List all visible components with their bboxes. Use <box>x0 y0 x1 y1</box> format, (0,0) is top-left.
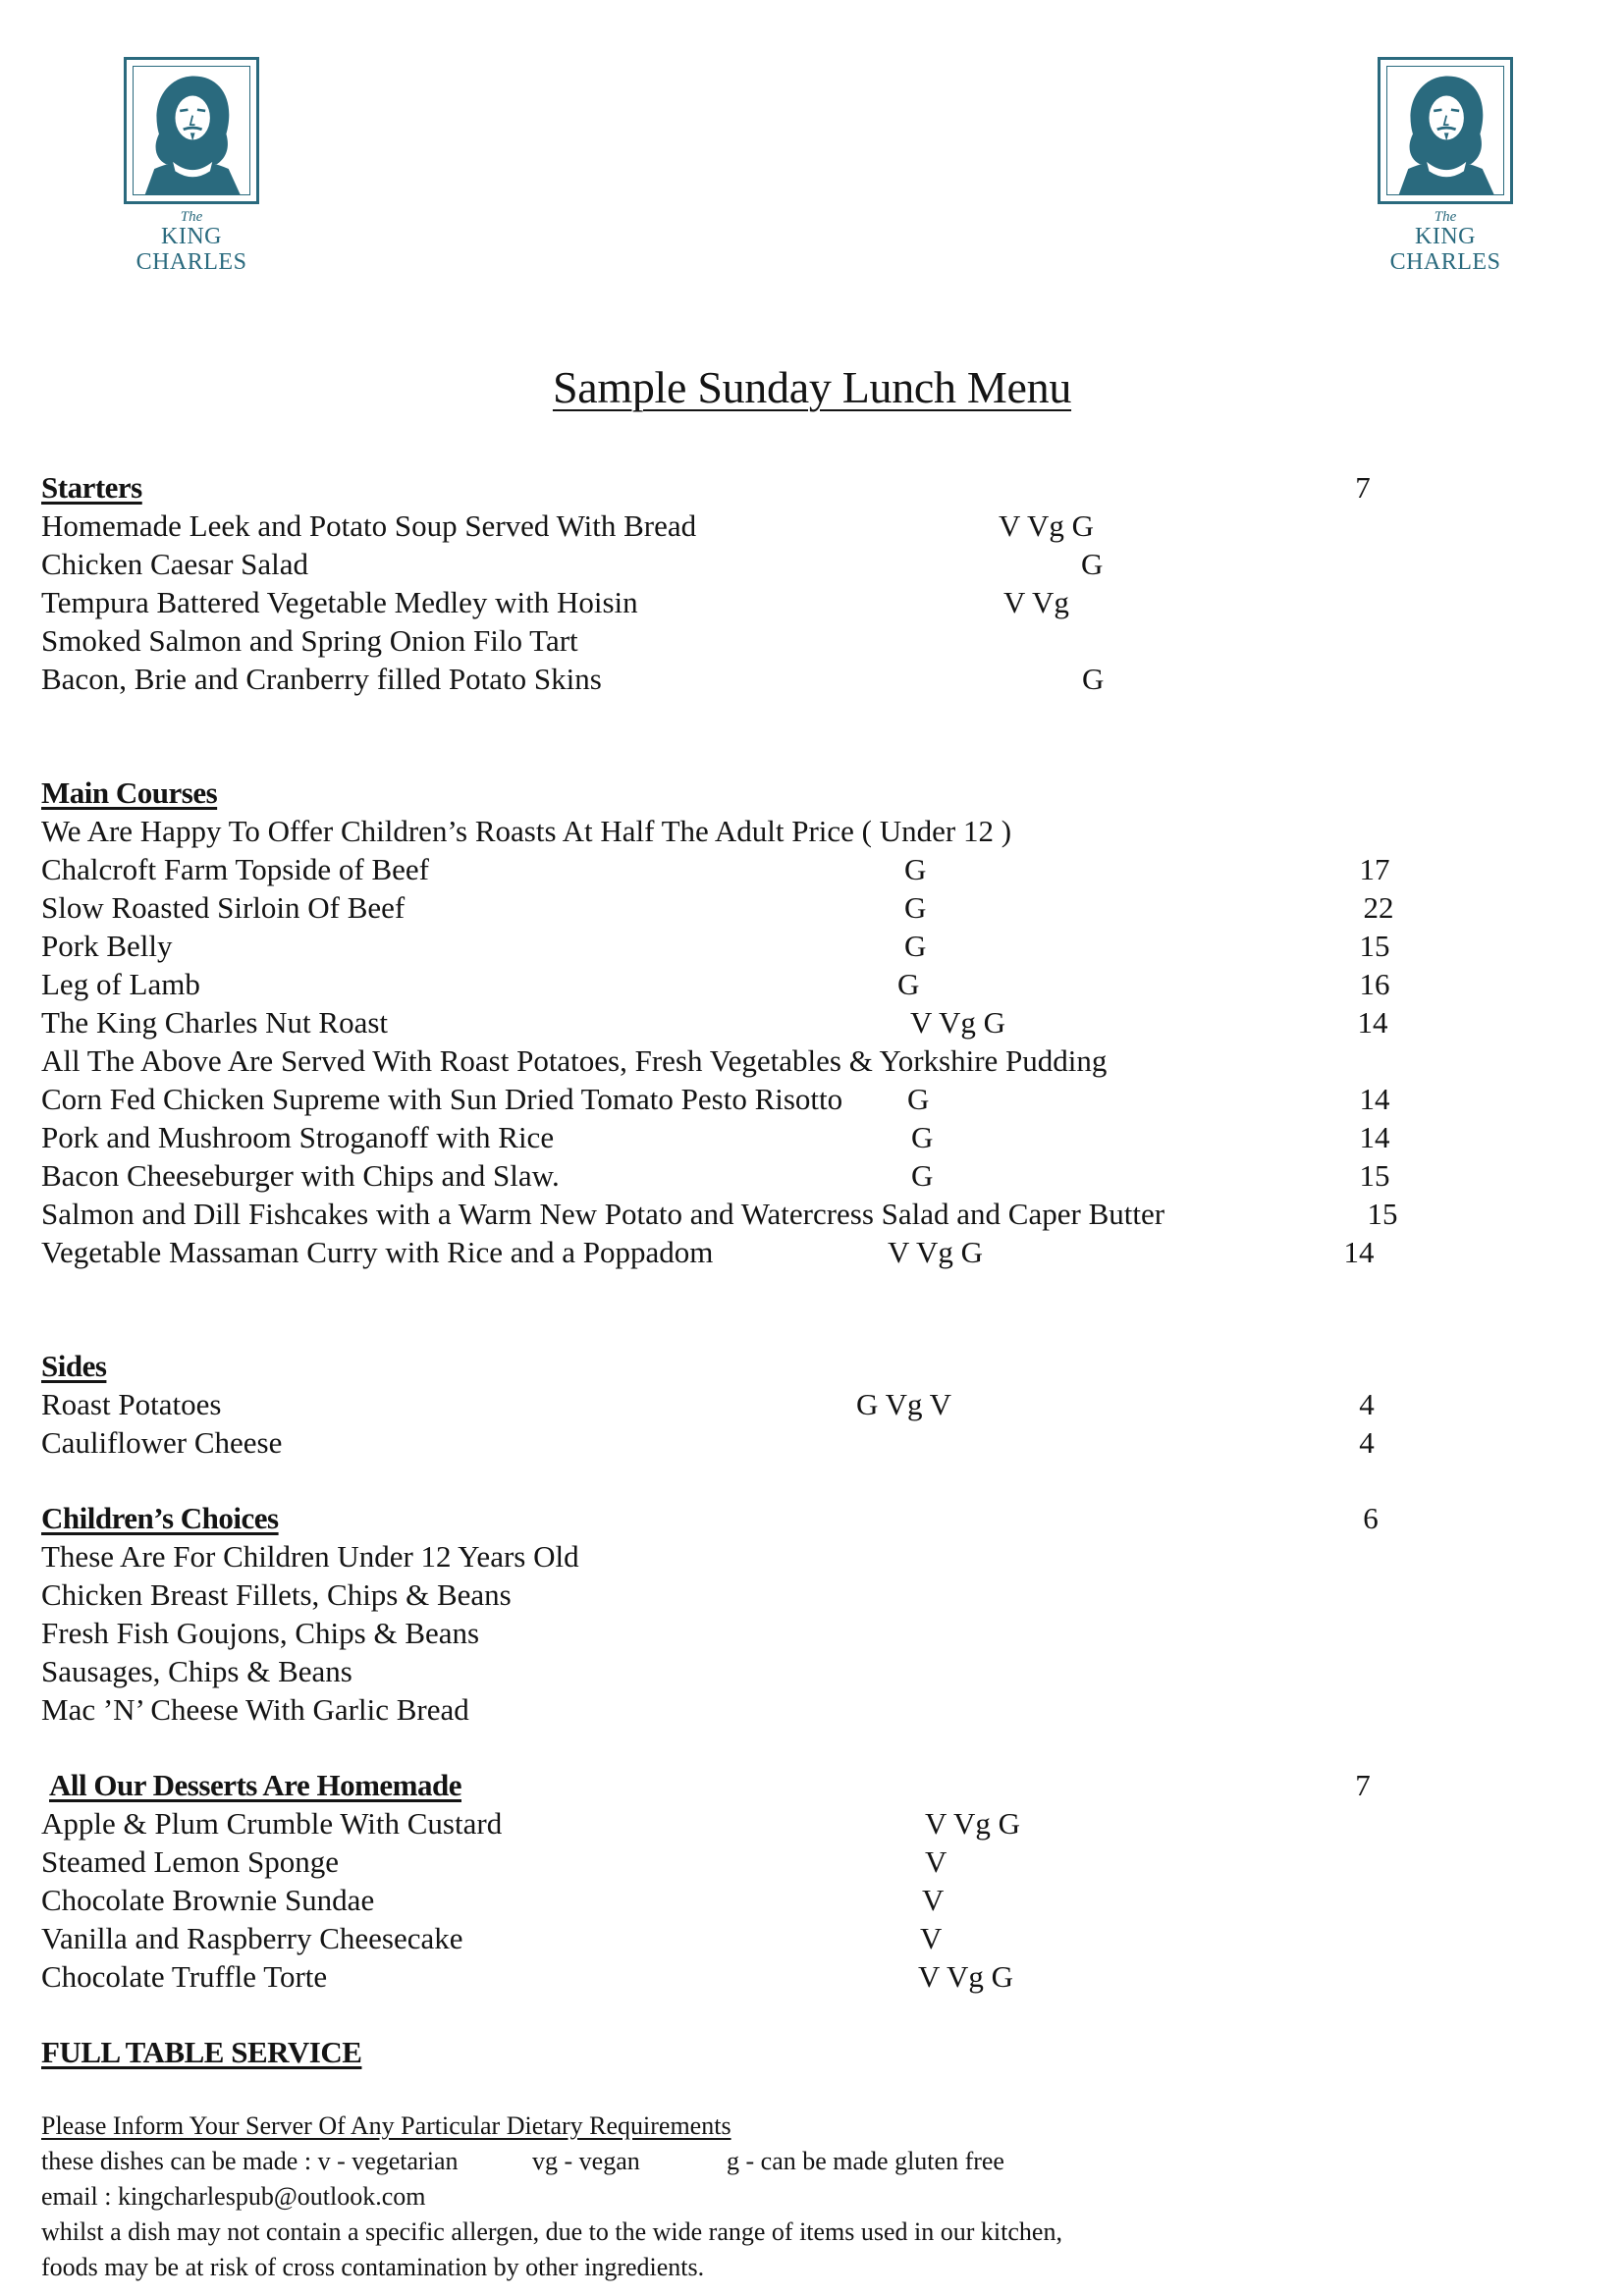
item-name: Tempura Battered Vegetable Medley with Hoisin <box>41 585 638 619</box>
item-name: Slow Roasted Sirloin Of Beef <box>41 890 406 925</box>
item-diet-tags: V <box>922 1883 945 1917</box>
item-price: 14 <box>1343 1235 1375 1269</box>
key-gluten-free: g - can be made gluten free <box>727 2147 1004 2175</box>
item-name: Corn Fed Chicken Supreme with Sun Dried Tomato Pesto Risotto <box>41 1082 843 1116</box>
item-name: Chicken Caesar Salad <box>41 547 309 581</box>
logo-name-line1: KING <box>1415 224 1476 249</box>
item-name: Chocolate Truffle Torte <box>41 1959 328 1994</box>
logo-name-line1: KING <box>161 224 222 249</box>
note-text: All The Above Are Served With Roast Potatoes, Fresh Vegetables & Yorkshire Pudding <box>41 1043 1108 1078</box>
item-diet-tags: G <box>904 852 927 886</box>
key-vegan: vg - vegan <box>532 2147 640 2175</box>
section-heading: Starters <box>41 470 142 505</box>
allergen-warning-line2: foods may be at risk of cross contamination by other ingredients. <box>41 2253 705 2281</box>
item-name: Chicken Breast Fillets, Chips & Beans <box>41 1577 512 1612</box>
item-name: Bacon, Brie and Cranberry filled Potato Skins <box>41 662 602 696</box>
item-price: 15 <box>1367 1197 1398 1231</box>
item-price: 14 <box>1359 1120 1390 1154</box>
item-name: Roast Potatoes <box>41 1387 222 1421</box>
item-diet-tags: V <box>920 1921 943 1955</box>
key-vegetarian: these dishes can be made : v - vegetarian <box>41 2147 459 2175</box>
item-name: Apple & Plum Crumble With Custard <box>41 1806 503 1841</box>
king-portrait-image <box>124 57 259 204</box>
item-diet-tags: G <box>907 1082 930 1116</box>
item-diet-tags: G <box>911 1120 934 1154</box>
item-diet-tags: V Vg G <box>910 1005 1006 1040</box>
item-price: 22 <box>1363 890 1394 925</box>
section-heading: Main Courses <box>41 775 218 810</box>
section-heading: Children’s Choices <box>41 1501 279 1535</box>
item-name: Mac ’N’ Cheese With Garlic Bread <box>41 1692 469 1727</box>
item-diet-tags: G <box>1081 547 1104 581</box>
item-diet-tags: V Vg <box>1003 585 1069 619</box>
item-name: Vanilla and Raspberry Cheesecake <box>41 1921 463 1955</box>
item-diet-tags: G Vg V <box>856 1387 952 1421</box>
allergen-warning-line1: whilst a dish may not contain a specific allergen, due to the wide range of items used in our kitchen, <box>41 2217 1062 2246</box>
item-price: 14 <box>1357 1005 1388 1040</box>
item-name: Sausages, Chips & Beans <box>41 1654 352 1688</box>
item-name: Pork Belly <box>41 929 173 963</box>
section-price: 7 <box>1355 470 1371 505</box>
dietary-key <box>41 2146 1004 2177</box>
section-heading: All Our Desserts Are Homemade <box>49 1768 461 1802</box>
item-name: Chalcroft Farm Topside of Beef <box>41 852 429 886</box>
contact-email: email : kingcharlespub@outlook.com <box>41 2182 426 2211</box>
item-price: 15 <box>1359 1158 1390 1193</box>
item-price: 17 <box>1359 852 1390 886</box>
logo-the-text: The <box>180 209 203 225</box>
dietary-notice: Please Inform Your Server Of Any Particular Dietary Requirements <box>41 2111 731 2140</box>
item-diet-tags: G <box>904 929 927 963</box>
section-price: 7 <box>1355 1768 1371 1802</box>
item-diet-tags: V Vg G <box>925 1806 1021 1841</box>
item-name: Bacon Cheeseburger with Chips and Slaw. <box>41 1158 560 1193</box>
king-portrait-image <box>1378 57 1513 204</box>
item-diet-tags: V Vg G <box>918 1959 1014 1994</box>
item-diet-tags: V <box>925 1844 947 1879</box>
item-name: Homemade Leek and Potato Soup Served With Bread <box>41 508 697 543</box>
item-name: Fresh Fish Goujons, Chips & Beans <box>41 1616 480 1650</box>
logo-left <box>118 57 265 275</box>
item-diet-tags: G <box>1082 662 1105 696</box>
logo-name-line2: CHARLES <box>135 249 247 275</box>
item-diet-tags: G <box>911 1158 934 1193</box>
item-diet-tags: V Vg G <box>999 508 1095 543</box>
item-name: Vegetable Massaman Curry with Rice and a Poppadom <box>41 1235 714 1269</box>
item-price: 15 <box>1359 929 1390 963</box>
item-diet-tags: V Vg G <box>888 1235 984 1269</box>
item-name: These Are For Children Under 12 Years Old <box>41 1539 579 1574</box>
item-diet-tags: G <box>904 890 927 925</box>
item-price: 14 <box>1359 1082 1390 1116</box>
item-name: Smoked Salmon and Spring Onion Filo Tart <box>41 623 578 658</box>
note-text: We Are Happy To Offer Children’s Roasts At Half The Adult Price ( Under 12 ) <box>41 814 1012 848</box>
logo-the-text: The <box>1434 209 1457 225</box>
item-name: Pork and Mushroom Stroganoff with Rice <box>41 1120 555 1154</box>
item-name: Salmon and Dill Fishcakes with a Warm New Potato and Watercress Salad and Caper Butter <box>41 1197 1165 1231</box>
service-text: FULL TABLE SERVICE <box>41 2035 362 2069</box>
item-price: 4 <box>1359 1425 1375 1460</box>
logo-name-line2: CHARLES <box>1389 249 1501 275</box>
item-price: 16 <box>1359 967 1390 1001</box>
item-name: Chocolate Brownie Sundae <box>41 1883 375 1917</box>
section-price: 6 <box>1363 1501 1379 1535</box>
item-price: 4 <box>1359 1387 1375 1421</box>
menu-title: Sample Sunday Lunch Menu <box>552 362 1072 412</box>
logo-right <box>1372 57 1519 275</box>
item-name: Steamed Lemon Sponge <box>41 1844 340 1879</box>
item-diet-tags: G <box>897 967 920 1001</box>
item-name: Leg of Lamb <box>41 967 200 1001</box>
item-name: Cauliflower Cheese <box>41 1425 283 1460</box>
section-heading: Sides <box>41 1349 107 1383</box>
item-name: The King Charles Nut Roast <box>41 1005 389 1040</box>
